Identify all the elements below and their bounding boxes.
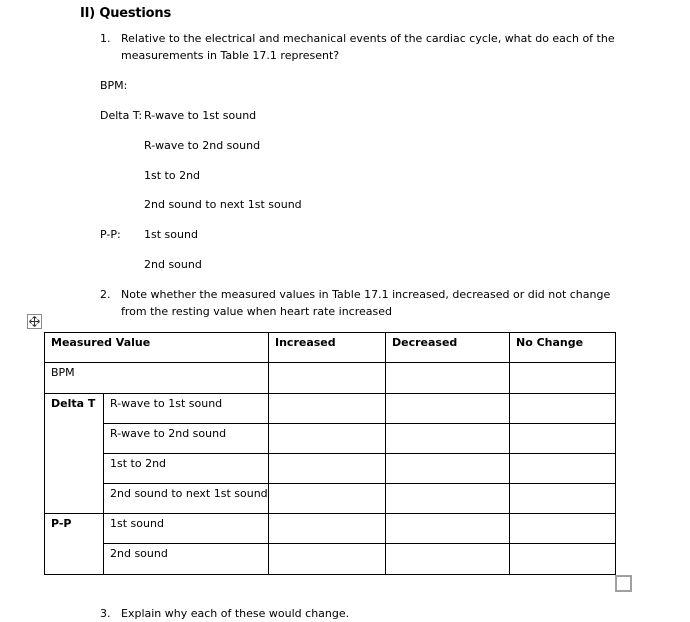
table-header-row: [45, 333, 616, 363]
header-no-change[interactable]: No Change: [510, 333, 616, 363]
table-cell[interactable]: [269, 394, 386, 424]
q1-number: 1.: [100, 32, 111, 45]
row-label[interactable]: R-wave to 2nd sound: [104, 424, 269, 454]
q3-text: Explain why each of these would change.: [121, 607, 350, 620]
resize-square-icon[interactable]: [615, 575, 632, 592]
q2-text-line1: Note whether the measured values in Table 17.1 increased, decreased or did not change: [121, 288, 611, 301]
header-decreased[interactable]: Decreased: [386, 333, 510, 363]
table-cell[interactable]: [386, 454, 510, 484]
table-cell[interactable]: [269, 454, 386, 484]
q1-delta-t-item: 1st to 2nd: [144, 169, 201, 182]
row-label[interactable]: 1st to 2nd: [104, 454, 269, 484]
header-increased[interactable]: Increased: [269, 333, 386, 363]
q1-pp-item: 1st sound: [144, 228, 198, 241]
q2-text-line2: from the resting value when heart rate increased: [121, 305, 392, 318]
q1-text-line1: Relative to the electrical and mechanical events of the cardiac cycle, what do each of the: [121, 32, 615, 45]
row-label-bpm[interactable]: BPM: [45, 363, 269, 394]
table-cell[interactable]: [269, 514, 386, 544]
table-row: [45, 424, 616, 454]
table-cell[interactable]: [510, 424, 616, 454]
q1-delta-t-label: Delta T:: [100, 109, 143, 122]
q1-bpm-label: BPM:: [100, 79, 128, 92]
q3-number: 3.: [100, 607, 111, 620]
row-label[interactable]: 1st sound: [104, 514, 269, 544]
results-table: [44, 332, 616, 575]
group-label-pp[interactable]: P-P: [45, 514, 104, 575]
table-cell[interactable]: [386, 363, 510, 394]
row-label[interactable]: 2nd sound to next 1st sound: [104, 484, 269, 514]
table-cell[interactable]: [269, 484, 386, 514]
table-cell[interactable]: [386, 544, 510, 575]
table-cell[interactable]: [269, 424, 386, 454]
table-cell[interactable]: [386, 484, 510, 514]
table-row: [45, 484, 616, 514]
table-cell[interactable]: [510, 514, 616, 544]
table-row: [45, 514, 616, 544]
q1-pp-label: P-P:: [100, 228, 121, 241]
table-cell[interactable]: [510, 544, 616, 575]
section-heading: II) Questions: [80, 6, 171, 21]
q1-delta-t-item: R-wave to 2nd sound: [144, 139, 261, 152]
q1-pp-item: 2nd sound: [144, 258, 202, 271]
group-label-delta-t[interactable]: Delta T: [45, 394, 104, 514]
table-cell[interactable]: [510, 394, 616, 424]
row-label[interactable]: 2nd sound: [104, 544, 269, 575]
header-measured-value[interactable]: Measured Value: [45, 333, 269, 363]
table-cell[interactable]: [386, 514, 510, 544]
table-cell[interactable]: [510, 454, 616, 484]
table-cell[interactable]: [269, 544, 386, 575]
table-cell[interactable]: [510, 363, 616, 394]
table-row: [45, 363, 616, 394]
q1-delta-t-item: 2nd sound to next 1st sound: [144, 198, 302, 211]
q1-delta-t-item: R-wave to 1st sound: [144, 109, 257, 122]
row-label[interactable]: R-wave to 1st sound: [104, 394, 269, 424]
table-cell[interactable]: [386, 394, 510, 424]
move-cross-icon[interactable]: [27, 314, 42, 329]
table-row: [45, 394, 616, 424]
table-row: [45, 544, 616, 575]
table-cell[interactable]: [386, 424, 510, 454]
q1-text-line2: measurements in Table 17.1 represent?: [121, 49, 340, 62]
table-cell[interactable]: [269, 363, 386, 394]
q2-number: 2.: [100, 288, 111, 301]
table-cell[interactable]: [510, 484, 616, 514]
table-row: [45, 454, 616, 484]
